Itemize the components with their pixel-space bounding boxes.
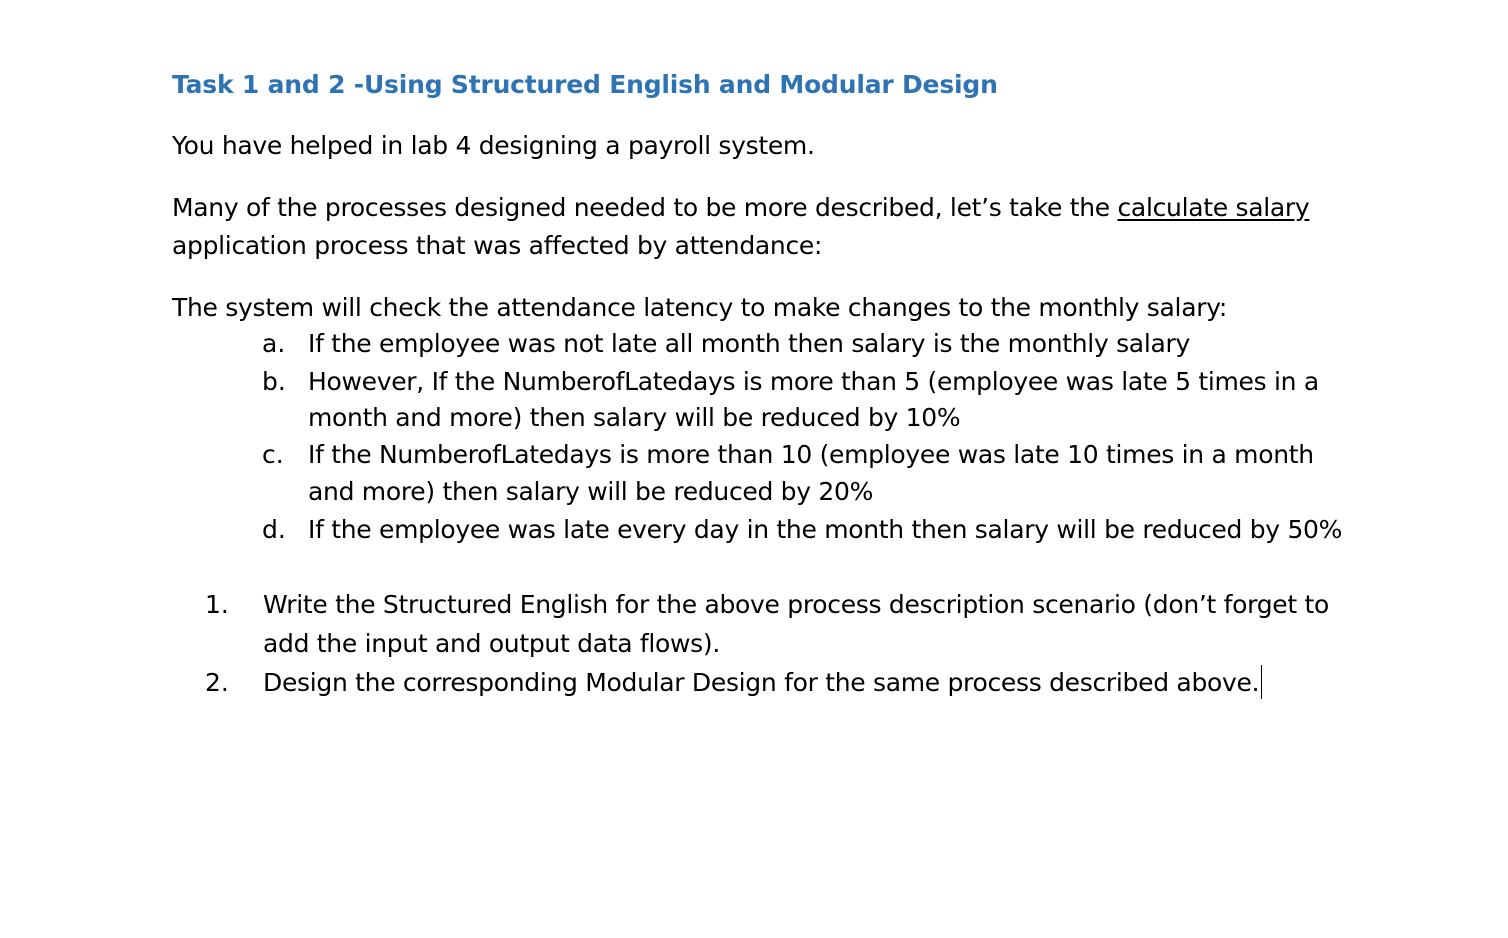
list-item-d: If the employee was late every day in the month then salary will be reduced by 50%: [308, 515, 1343, 544]
list-item-c-line-1: If the NumberofLatedays is more than 10 (employee was late 10 times in a month: [308, 440, 1314, 469]
paragraph-line-1: [172, 190, 1309, 226]
list-item-b-line-2: month and more) then salary will be reduced by 10%: [308, 403, 961, 432]
list-marker-a: a.: [262, 329, 286, 358]
task-marker-1: 1.: [205, 590, 229, 619]
calculate-salary-underlined: calculate salary: [1117, 193, 1310, 222]
task-1-line-1: Write the Structured English for the above process description scenario (don’t forget to: [263, 590, 1329, 619]
task-1-line-2: add the input and output data flows).: [263, 629, 720, 658]
intro-paragraph: You have helped in lab 4 designing a payroll system.: [172, 131, 815, 160]
task-2-text: Design the corresponding Modular Design for the same process described above.: [263, 668, 1260, 697]
task-heading: Task 1 and 2 -Using Structured English and Modular Design: [172, 70, 998, 99]
task-marker-2: 2.: [205, 668, 229, 697]
list-item-a: If the employee was not late all month then salary is the monthly salary: [308, 329, 1190, 358]
list-item-c-line-2: and more) then salary will be reduced by 20%: [308, 477, 874, 506]
list-item-b-line-1: However, If the NumberofLatedays is more than 5 (employee was late 5 times in a: [308, 367, 1319, 396]
paragraph-text: Many of the processes designed needed to be more described, let’s take the: [172, 193, 1118, 222]
list-marker-d: d.: [262, 515, 286, 544]
system-intro: The system will check the attendance latency to make changes to the monthly salary:: [172, 293, 1227, 322]
task-2-line: [263, 664, 1262, 702]
list-marker-b: b.: [262, 367, 286, 396]
text-cursor[interactable]: [1261, 665, 1262, 699]
paragraph-line-2: application process that was affected by attendance:: [172, 231, 823, 260]
list-marker-c: c.: [262, 440, 284, 469]
